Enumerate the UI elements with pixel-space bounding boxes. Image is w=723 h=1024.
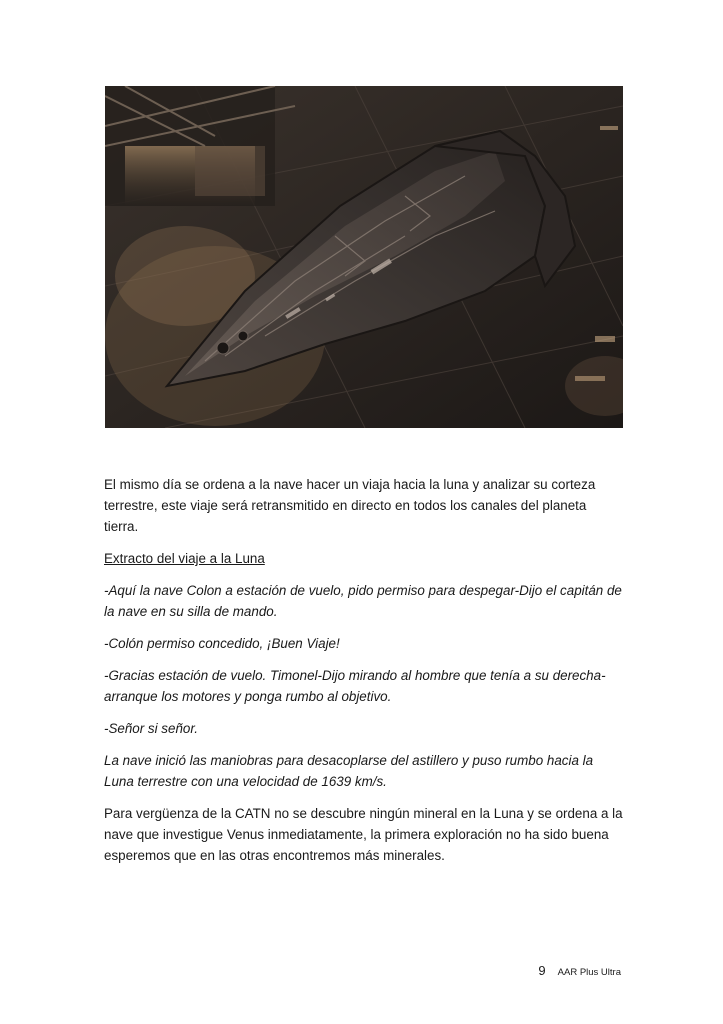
page-footer <box>538 963 621 978</box>
narration-line: La nave inició las maniobras para desacoplarse del astillero y puso rumbo hacia la Luna terrestre con una velocidad de 1639 km/s. <box>104 753 594 789</box>
dialogue-line: -Colón permiso concedido, ¡Buen Viaje! <box>104 636 340 651</box>
paragraph-conclusion: Para vergüenza de la CATN no se descubre ningún mineral en la Luna y se ordena a la nave que investigue Venus inmediatamente, la primera exploración no ha sido buena esperemos que en las otras encontremos más minerales. <box>104 806 623 863</box>
section-heading: Extracto del viaje a la Luna <box>104 551 265 566</box>
paragraph-intro: El mismo día se ordena a la nave hacer un viaja hacia la luna y analizar su corteza terrestre, este viaje será retransmitido en directo en todos los canales del planeta tierra. <box>104 477 596 534</box>
dialogue-line: -Aquí la nave Colon a estación de vuelo, pido permiso para despegar-Dijo el capitán de la nave en su silla de mando. <box>104 583 622 619</box>
spaceship-illustration-icon <box>105 86 623 428</box>
dialogue-line: -Gracias estación de vuelo. Timonel-Dijo mirando al hombre que tenía a su derecha-arranque los motores y ponga rumbo al objetivo. <box>104 668 606 704</box>
running-title: AAR Plus Ultra <box>557 967 621 978</box>
spaceship-image <box>105 86 623 428</box>
page-number: 9 <box>538 963 546 978</box>
body-text <box>104 474 624 877</box>
dialogue-line: -Señor si señor. <box>104 721 199 736</box>
